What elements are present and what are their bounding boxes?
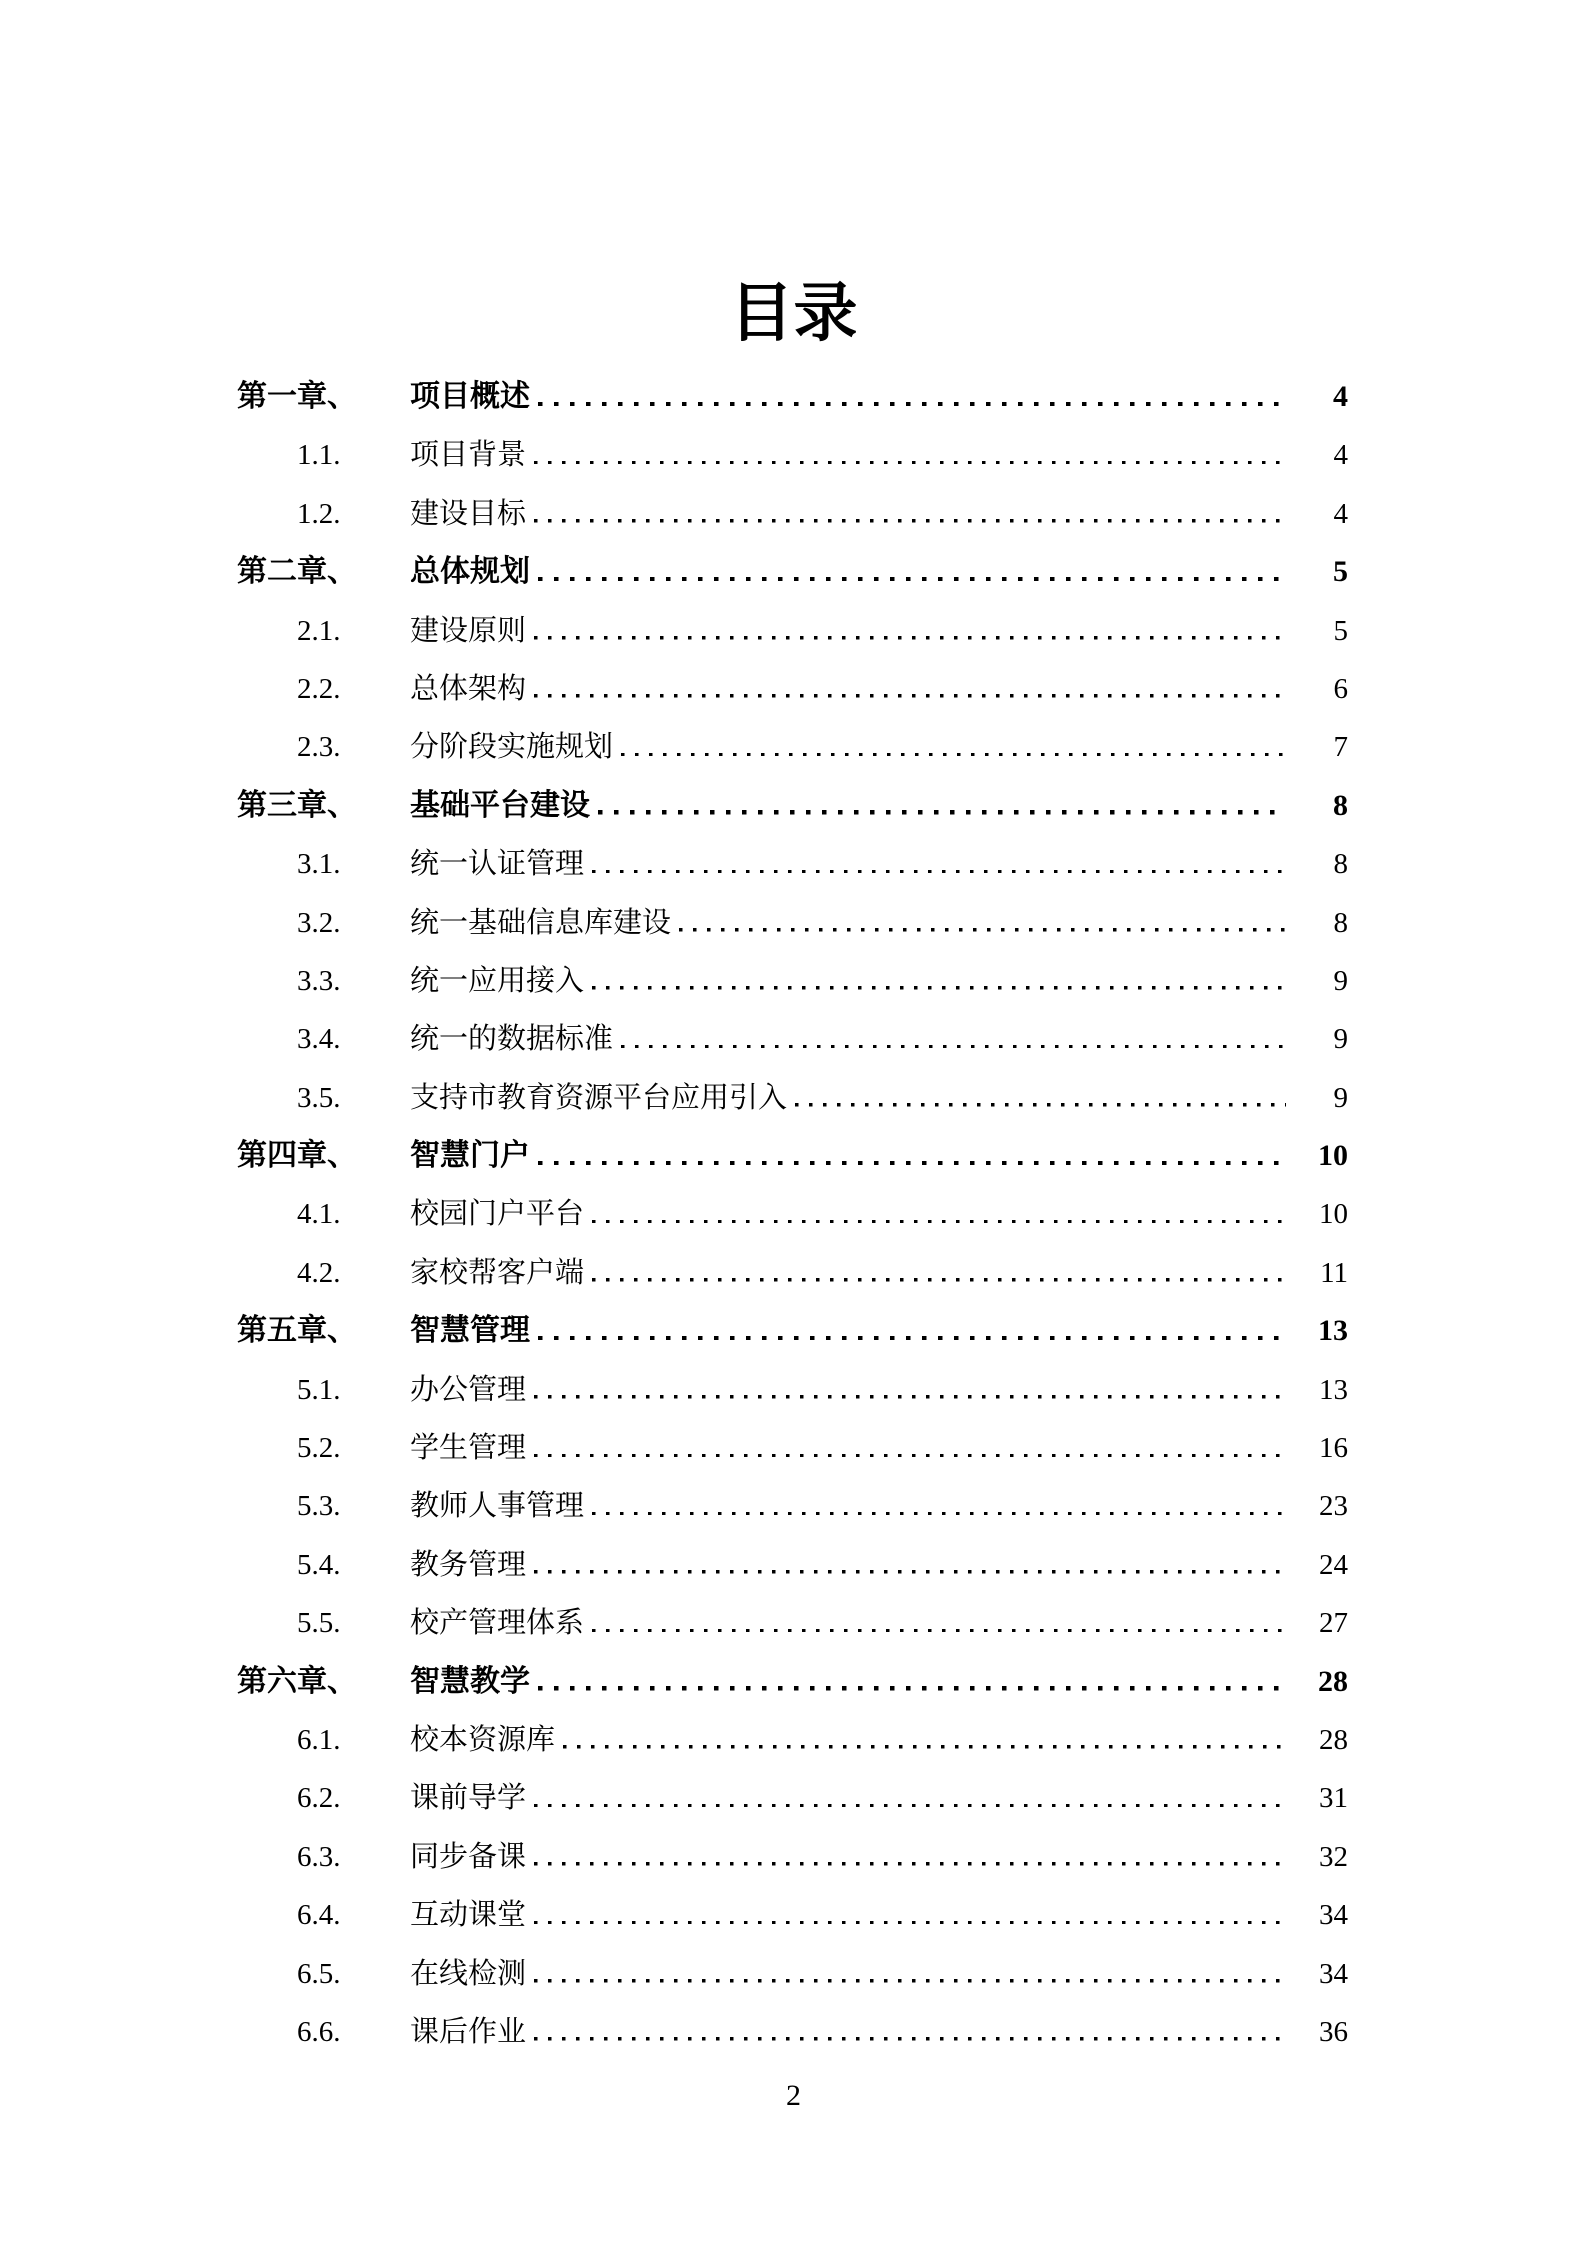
- toc-entry[interactable]: [0, 1536, 1587, 1594]
- toc-entry-title: 项目概述: [410, 380, 530, 413]
- dot-leader: [538, 1336, 1286, 1341]
- toc-entry-page: 32: [1319, 1840, 1348, 1873]
- dot-leader: [679, 928, 1286, 932]
- dot-leader: [534, 1395, 1286, 1399]
- toc-entry-page: 10: [1319, 1198, 1348, 1231]
- toc-entry[interactable]: [0, 952, 1587, 1010]
- dot-leader: [534, 461, 1286, 465]
- dot-leader: [621, 753, 1286, 757]
- toc-entry-page: 34: [1319, 1899, 1348, 1932]
- toc-entry-number: 第六章、: [237, 1664, 357, 1698]
- dot-leader: [592, 870, 1286, 874]
- toc-entry-number: 1.1.: [297, 439, 341, 472]
- dot-leader: [592, 1629, 1286, 1633]
- dot-leader: [621, 1045, 1286, 1049]
- toc-entry-title: 统一的数据标准: [410, 1023, 614, 1056]
- toc-entry-title: 智慧管理: [410, 1314, 530, 1348]
- toc-entry-page: 7: [1333, 731, 1348, 764]
- toc-entry-number: 第一章、: [237, 380, 357, 413]
- toc-entry-page: 5: [1333, 555, 1348, 589]
- toc-entry-title: 学生管理: [410, 1432, 527, 1465]
- toc-entry-number: 3.3.: [297, 964, 341, 997]
- toc-entry-number: 6.3.: [297, 1840, 341, 1873]
- toc-entry-title: 同步备课: [410, 1840, 527, 1873]
- toc-entry-page: 28: [1319, 1723, 1348, 1756]
- toc-entry-title: 在线检测: [410, 1957, 527, 1990]
- toc-entry-title: 建设原则: [410, 614, 527, 647]
- toc-entry-number: 2.1.: [297, 614, 341, 647]
- toc-entry-number: 5.2.: [297, 1432, 341, 1465]
- toc-entry-page: 8: [1333, 848, 1348, 881]
- toc-entry-title: 校本资源库: [410, 1723, 556, 1756]
- toc-entry-page: 8: [1333, 788, 1348, 822]
- toc-entry-page: 4: [1333, 497, 1348, 530]
- dot-leader: [598, 810, 1286, 815]
- dot-leader: [534, 1454, 1286, 1458]
- toc-entry-number: 第二章、: [237, 555, 357, 589]
- page-title: 目录: [729, 277, 858, 349]
- dot-leader: [592, 1220, 1286, 1224]
- toc-entry-number: 6.4.: [297, 1899, 341, 1932]
- toc-entry-title: 家校帮客户端: [410, 1256, 585, 1289]
- toc-entry-title: 统一应用接入: [410, 964, 585, 997]
- toc-entry-title: 校园门户平台: [410, 1198, 585, 1231]
- toc-entry-number: 3.1.: [297, 848, 341, 881]
- toc-entry-number: 1.2.: [297, 497, 341, 530]
- toc-entry[interactable]: [0, 1769, 1587, 1827]
- toc-entry-page: 9: [1333, 1081, 1348, 1114]
- toc-entry-number: 5.4.: [297, 1548, 341, 1581]
- toc-entry-page: 24: [1319, 1548, 1348, 1581]
- toc-entry[interactable]: [0, 1828, 1587, 1886]
- toc-entry-title: 基础平台建设: [410, 788, 590, 822]
- toc-entry-page: 16: [1319, 1432, 1348, 1465]
- toc-entry-number: 5.1.: [297, 1373, 341, 1406]
- toc-entry[interactable]: [0, 1594, 1587, 1652]
- dot-leader: [534, 2037, 1286, 2041]
- toc-entry-title: 课后作业: [410, 2015, 527, 2048]
- toc-entry-number: 4.1.: [297, 1198, 341, 1231]
- dot-leader: [534, 694, 1286, 698]
- toc-entry-page: 4: [1333, 439, 1348, 472]
- dot-leader: [534, 1570, 1286, 1574]
- dot-leader: [592, 1512, 1286, 1516]
- toc-entry-page: 13: [1318, 1314, 1348, 1348]
- dot-leader: [538, 577, 1286, 582]
- toc-entry-number: 4.2.: [297, 1256, 341, 1289]
- toc-entry-page: 23: [1319, 1490, 1348, 1523]
- toc-entry-page: 5: [1333, 614, 1348, 647]
- toc-entry[interactable]: [0, 1419, 1587, 1477]
- toc-entry-title: 办公管理: [410, 1373, 527, 1406]
- toc-entry-number: 2.3.: [297, 731, 341, 764]
- toc-entry-page: 9: [1333, 1023, 1348, 1056]
- toc-entry[interactable]: [0, 835, 1587, 893]
- dot-leader: [538, 402, 1286, 407]
- page-footer: [0, 2078, 1587, 2113]
- toc-entry-page: 13: [1319, 1373, 1348, 1406]
- toc-entry[interactable]: [0, 1653, 1587, 1711]
- dot-leader: [795, 1103, 1286, 1107]
- toc-entry-number: 6.1.: [297, 1723, 341, 1756]
- toc-entry[interactable]: [0, 718, 1587, 776]
- dot-leader: [534, 519, 1286, 523]
- toc-entry-page: 4: [1333, 380, 1348, 413]
- toc-entry[interactable]: [0, 426, 1587, 484]
- toc-entry-page: 11: [1320, 1256, 1348, 1289]
- toc-entry-title: 统一认证管理: [410, 848, 585, 881]
- toc-entry-number: 5.5.: [297, 1607, 341, 1640]
- dot-leader: [534, 1862, 1286, 1866]
- toc-entry[interactable]: [0, 1185, 1587, 1243]
- toc-entry-title: 教师人事管理: [410, 1490, 585, 1523]
- toc-entry[interactable]: [0, 1069, 1587, 1127]
- toc-entry[interactable]: [0, 1127, 1587, 1185]
- toc-entry-title: 智慧教学: [410, 1664, 530, 1698]
- toc-entry[interactable]: [0, 1886, 1587, 1944]
- toc-entry[interactable]: [0, 2003, 1587, 2061]
- toc-entry[interactable]: [0, 777, 1587, 835]
- toc-entry-title: 项目背景: [410, 439, 527, 472]
- dot-leader: [592, 1278, 1286, 1282]
- toc-entry-page: 31: [1319, 1782, 1348, 1815]
- toc-entry[interactable]: [0, 602, 1587, 660]
- toc-entry[interactable]: [0, 894, 1587, 952]
- dot-leader: [534, 636, 1286, 640]
- toc-entry-number: 第三章、: [237, 788, 357, 822]
- toc-entry-number: 5.3.: [297, 1490, 341, 1523]
- toc-entry[interactable]: [0, 485, 1587, 543]
- toc-entry-number: 3.2.: [297, 906, 341, 939]
- toc-entry-title: 教务管理: [410, 1548, 527, 1581]
- toc-entry-page: 36: [1319, 2015, 1348, 2048]
- dot-leader: [592, 986, 1286, 990]
- dot-leader: [563, 1745, 1286, 1749]
- toc-entry-number: 6.5.: [297, 1957, 341, 1990]
- toc-entry[interactable]: [0, 1010, 1587, 1068]
- toc-entry[interactable]: [0, 1361, 1587, 1419]
- toc-entry-page: 9: [1333, 964, 1348, 997]
- toc-entry-page: 6: [1333, 672, 1348, 705]
- toc-entry-title: 建设目标: [410, 497, 527, 530]
- toc-entry-number: 第五章、: [237, 1314, 357, 1348]
- toc-entry[interactable]: [0, 1945, 1587, 2003]
- toc-entry-number: 6.2.: [297, 1782, 341, 1815]
- toc-entry-number: 3.5.: [297, 1081, 341, 1114]
- toc-entry-page: 10: [1318, 1139, 1348, 1173]
- toc-entry-title: 统一基础信息库建设: [410, 906, 672, 939]
- toc-entry[interactable]: [0, 660, 1587, 718]
- toc-entry-page: 28: [1318, 1664, 1348, 1698]
- toc-entry[interactable]: [0, 368, 1587, 426]
- dot-leader: [534, 1804, 1286, 1808]
- toc-entry-title: 智慧门户: [410, 1139, 530, 1173]
- toc-entry-number: 2.2.: [297, 672, 341, 705]
- toc-entry-page: 27: [1319, 1607, 1348, 1640]
- toc-entry-page: 34: [1319, 1957, 1348, 1990]
- toc-entry-title: 总体规划: [410, 555, 530, 589]
- toc-entry-number: 6.6.: [297, 2015, 341, 2048]
- toc-entry[interactable]: [0, 1302, 1587, 1360]
- toc-entry-title: 校产管理体系: [410, 1607, 585, 1640]
- footer-page-number: 2: [786, 2079, 801, 2112]
- dot-leader: [538, 1161, 1286, 1166]
- toc-entry-title: 分阶段实施规划: [410, 731, 614, 764]
- dot-leader: [534, 1921, 1286, 1925]
- toc-entry[interactable]: [0, 1711, 1587, 1769]
- toc-entry[interactable]: [0, 1477, 1587, 1535]
- toc-entry[interactable]: [0, 543, 1587, 601]
- toc-entry-title: 支持市教育资源平台应用引入: [410, 1081, 788, 1114]
- toc-entry-title: 总体架构: [410, 672, 527, 705]
- toc-entry-title: 互动课堂: [410, 1899, 527, 1932]
- toc-entry-number: 第四章、: [237, 1139, 357, 1173]
- dot-leader: [534, 1979, 1286, 1983]
- toc-entry-page: 8: [1333, 906, 1348, 939]
- toc-entry-number: 3.4.: [297, 1023, 341, 1056]
- dot-leader: [538, 1686, 1286, 1691]
- toc-list: [0, 368, 1587, 2061]
- toc-entry-title: 课前导学: [410, 1782, 527, 1815]
- toc-entry[interactable]: [0, 1244, 1587, 1302]
